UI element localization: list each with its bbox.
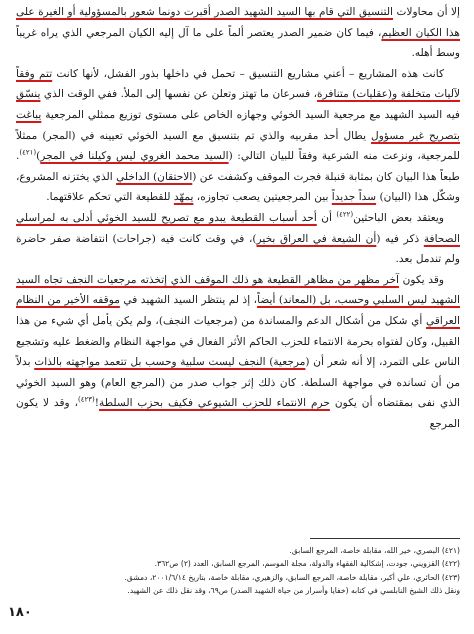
paragraph-3 [16, 208, 460, 270]
footnote-421: (٤٢١) البصري، خير الله، مقابلة خاصة، المرجع السابق. [289, 546, 460, 555]
underlined-phrase: التنسيق التي قام بها السيد الشهيد الصدر أقبرت دونما شعور بالمسؤولية أو الغيرة على هذا الكيان العظيم [16, 6, 460, 39]
underlined-phrase: حرم الانتماء للحزب الشيوعي فكيف بحزب السلطة [99, 397, 330, 410]
text-segment: ) [36, 150, 41, 163]
footnote-423-continued: ونقل ذلك الشيخ النابلسي في كتابه (خفايا وأسرار من حياة الشهيد الصدر) ص٦٩، وقد نقل ذلك عن الشهيد. [127, 586, 460, 596]
text-segment: كانت هذه المشاريع – أعني مشاريع التنسيق – تحمل في داخلها بذور الفشل، لأنها كانت [52, 67, 444, 80]
footnote-ref-421[interactable]: (٤٢١) [19, 148, 37, 157]
text-segment: ذكر فيه ( [376, 232, 424, 245]
underlined-phrase: أن الشيعة في العراق بخير [256, 232, 377, 245]
body-text [16, 2, 460, 434]
footnote-ref-423[interactable]: (٤٢٣) [78, 395, 95, 404]
text-segment: ويعتقد بعض الباحثين [353, 211, 444, 224]
underlined-phrase: ينسّق [16, 88, 41, 101]
underlined-phrase: مرجعية) النجف ليست سلبية وحسب بل تتعمد مواجهته بالذات [34, 356, 306, 369]
underlined-phrase: الاحتقان) الداخلي [116, 170, 193, 183]
text-segment: أي شكل من أشكال الدعم والمساندة من (مرجعيات النجف)، ولم يكن يأمل أي شيء من هذا القبيل، وكان لفتواه بحرمة الانتماء للحزب الحاكم الأثر الفعال في مواجهة النظام والضغط عليه وتشجيع الناس على التمرد، إلا أنه شعر أن ( [16, 314, 461, 369]
text-segment: الذي يختزنه المشروع، وشكّل هذا (البيان) [16, 170, 460, 204]
text-segment: ! [94, 397, 100, 410]
underlined-phrase: السيد محمد الغروي ليس وكيلنا في المجر [40, 150, 229, 163]
text-segment: ، وقد لا يكون المرجع [16, 397, 460, 430]
text-segment: للقطيعة التي تحكم علاقتهما. [46, 191, 174, 204]
underlined-phrase: يباغت بتصريح غير مسؤول [16, 108, 460, 142]
footnote-423: (٤٢٣) الحائري، علي أكبر، مقابلة خاصة، المرجع السابق، والزهيري، مقابلة خاصة، بتاريخ ٢٠٠١/٦/١٤، دمشق. [124, 572, 460, 582]
underlined-phrase: آخر مظهر من مظاهر القطيعة هو ذلك الموقف الذي إتخذته مرجعيات النجف تجاه السيد الشهيد ليس السلبي وحسب، بل (المعاند) أيضاً [16, 273, 461, 307]
paragraph-2 [16, 64, 460, 208]
underlined-phrase: يمهّد [173, 191, 194, 204]
text-segment: أن [316, 211, 337, 224]
text-segment: ، فيما كان ضمير الصدر يعتصر ألماً على ما آل إليه الكيان المرجعي الذي يراه غريباً وسط أهله. [16, 26, 460, 60]
text-segment: فيه السيد الشهيد مع مرجعية السيد الخوئي وجهازه الخاص على مستوى توزيع ممثلي المرجعية [41, 108, 460, 121]
footnote-divider [310, 538, 460, 539]
page-number: ١٨٠ [8, 605, 32, 620]
text-segment: إلا أن محاولات [393, 6, 461, 18]
text-segment: ، فسرعان ما تهتز وتعلن عن نفسها إلى الملأ. ففي الوقت الذي [40, 88, 318, 101]
text-segment: وقد يكون [398, 273, 445, 286]
paragraph-1 [16, 2, 460, 64]
text-segment: يطال أحد مقربيه والذي تم بتنسيق مع السيد الخوئي تعيينه في (المجر) ممثلاً للمرجعية، ونزعت منه الشرعية وفقاً للبيان التالي: ( [16, 129, 460, 163]
underlined-phrase: أحد أسباب القطيعة يبدو مع تصريح للسيد الخوئي أدلى به لمراسلي الصحافة [16, 211, 460, 245]
footnote-ref-422[interactable]: (٤٢٢) [336, 210, 354, 219]
text-segment: ، إذ لم ينتظر السيد الشهيد في [119, 294, 258, 307]
paragraph-4 [16, 270, 460, 435]
footnotes [16, 544, 460, 598]
text-segment: )، في وقت كانت فيه (جراحات) انتفاضة صفر حاضرة ولم تندمل بعد. [16, 232, 460, 266]
text-segment: بين المرجعيتين يصعب تجاوزه، [193, 191, 332, 204]
footnote-422: (٤٢٢) القزويني، جودت، إشكالية الفقهاء والدولة، مجلة الموسم، المرجع السابق، العدد (٢) ص٣٦٢. [154, 559, 460, 569]
text-segment: بدلاً من أن تسانده في مواجهة السلطة. كان ذلك إثر جواب صدر من (المرجع العام) وهو السيد الخوئي الذي نفى بمقتضاه أن يكون [16, 356, 461, 410]
underlined-phrase: تتم وفقاً لآليات متخلفة و(عقليات) متنافرة [16, 67, 460, 101]
underlined-phrase: موقفه الأخير من النظام العراقي [16, 294, 460, 327]
underlined-phrase: سداً جديداً [331, 191, 377, 204]
text-segment: . طبعاً هذا البيان كان بمثابة قنبلة فجرت الموقف وكشفت عن ( [16, 150, 460, 183]
